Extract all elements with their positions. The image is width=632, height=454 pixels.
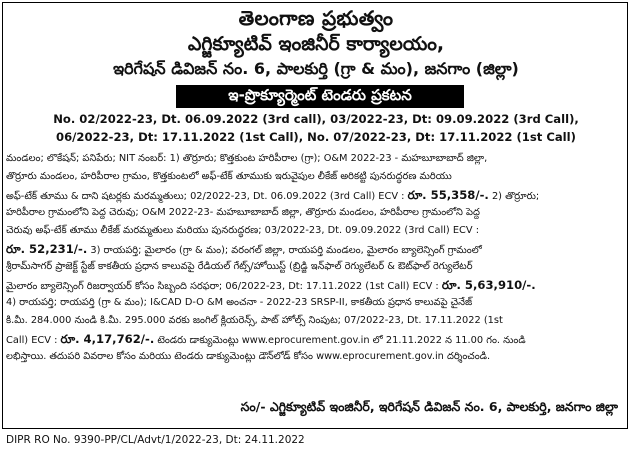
body-line: శ్రీరామ్‌సాగర్ ప్రాజెక్ట్ స్టేజ్ కాకతీయ ప్రధాన కాలువపై రేడియల్ గేట్స్/హోయిస్ట్ (బ్రిడ్జి ఇన్‌ఫాల్ రెగ్యులేటర్ & ఔట్‌ఫాల్ రెగ్యులేటర్ bbox=[6, 261, 473, 272]
body-line: కి.మీ. 284.000 నుండి కి.మీ. 295.000 వరకు జంగిల్ క్లియరెన్స్, పాట్ హోల్స్ నింపుట; 07/2022-23, Dt. 17.11.2022 (1st bbox=[6, 315, 503, 326]
body-line: హరిపీరాల గ్రామంలోని పెద్ద చెరువు; O&M 2022-23- మహబూబాబాద్ జిల్లా, తొర్రూరు మండలం, హరిపీరాల గ్రామంలోని పెద్ద bbox=[6, 207, 480, 218]
body-line bbox=[6, 330, 626, 350]
ecv-amount: రూ. 4,17,762/-. bbox=[60, 332, 155, 346]
body-text: అఫ్-టేక్ తూము & దాని షటర్లకు మరమ్మతులు; 02/2022-23, Dt. 06.09.2022 (3rd Call) ECV : bbox=[6, 191, 405, 202]
signature: సం/- ఎగ్జిక్యూటివ్ ఇంజినీర్, ఇరిగేషన్ డివిజన్ నం. 6, పాలకుర్తి, జనగాం జిల్లా bbox=[240, 399, 618, 414]
body-line bbox=[6, 276, 626, 296]
body-text: 2) తొర్రూరు; bbox=[491, 191, 540, 202]
body-line bbox=[6, 240, 626, 260]
notice-title: ఇ-ప్రొక్యూర్మెంట్ టెండరు ప్రకటన bbox=[176, 85, 464, 108]
body-text: టెండరు డాక్యుమెంట్లు www.eprocurement.gov.in లో 21.11.2022 న 11.00 గం. నుండి bbox=[157, 335, 526, 346]
ecv-amount: రూ. 5,63,910/-. bbox=[441, 278, 536, 292]
body-line: లభిస్తాయి. తదుపరి వివరాల కోసం మరియు టెండరు డాక్యుమెంట్లు డౌన్‌లోడ్ కోసం www.eprocurement.gov.in దర్శించండి. bbox=[6, 351, 491, 362]
body-text: మైలారం బ్యాలెన్సింగ్ రిజర్వాయర్ కోసం సిబ్బంది సరఫరా; 06/2022-23, Dt: 17.11.2022 (1st Call) ECV : bbox=[6, 281, 439, 292]
body-line: తొర్రూరు మండలం, హరిపీరాల గ్రామం, కొత్తకుంటలో అఫ్-టేక్ తూముకు ఇరువైపుల లీకేజ్ అరికట్టి పునరుద్ధరణ మరియు bbox=[6, 171, 452, 182]
body-line: చెరువు అఫ్-టేక్ తూము లీకేజ్ మరమ్మతులు మరియు పునరుద్ధరణ; 03/2022-23, Dt. 09.09.2022 (3rd Call) ECV : bbox=[6, 225, 479, 236]
body-line: మండలం; లొకేషన్; పనిపేరు; NIT నంబర్: 1) తొర్రూరు; కొత్తకుంట హరిపీరాల (గ్రా); O&M 2022-23 - మహబూబాబాద్ జిల్లా, bbox=[6, 153, 488, 164]
body-line: 4) రాయపర్తి; రాయపర్తి (గ్రా & మం); I&CAD D-O &M అంచనా - 2022-23 SRSP-II, కాకతీయ ప్రధాన కాలువపై చైనేజ్ bbox=[6, 297, 473, 308]
office-heading: ఎగ్జిక్యూటివ్ ఇంజినీర్ కార్యాలయం, bbox=[187, 33, 445, 55]
division-heading: ఇరిగేషన్ డివిజన్ నం. 6, పాలకుర్తి (గ్రా & మం), జనగాం (జిల్లా) bbox=[113, 59, 519, 78]
ecv-amount: రూ. 52,231/-. bbox=[6, 242, 88, 256]
dipr-ref: DIPR RO No. 9390-PP/CL/Advt/1/2022-23, Dt: 24.11.2022 bbox=[6, 434, 305, 446]
ref-line-2: 06/2022-23, Dt: 17.11.2022 (1st Call), No. 07/2022-23, Dt: 17.11.2022 (1st Call) bbox=[56, 130, 576, 144]
govt-heading: తెలంగాణ ప్రభుత్వం bbox=[238, 6, 394, 30]
body-text: Call) ECV : bbox=[6, 335, 58, 346]
ecv-amount: రూ. 55,358/-. bbox=[407, 188, 489, 202]
ref-line-1: No. 02/2022-23, Dt. 06.09.2022 (3rd call), 03/2022-23, Dt: 09.09.2022 (3rd Call), bbox=[53, 112, 579, 126]
body-line bbox=[6, 186, 626, 206]
body-text: 3) రాయపర్తి; మైలారం (గ్రా & మం); వరంగల్ జిల్లా, రాయపర్తి మండలం, మైలారం బ్యాలెన్సింగ్ గ్రామంలో bbox=[90, 245, 482, 256]
